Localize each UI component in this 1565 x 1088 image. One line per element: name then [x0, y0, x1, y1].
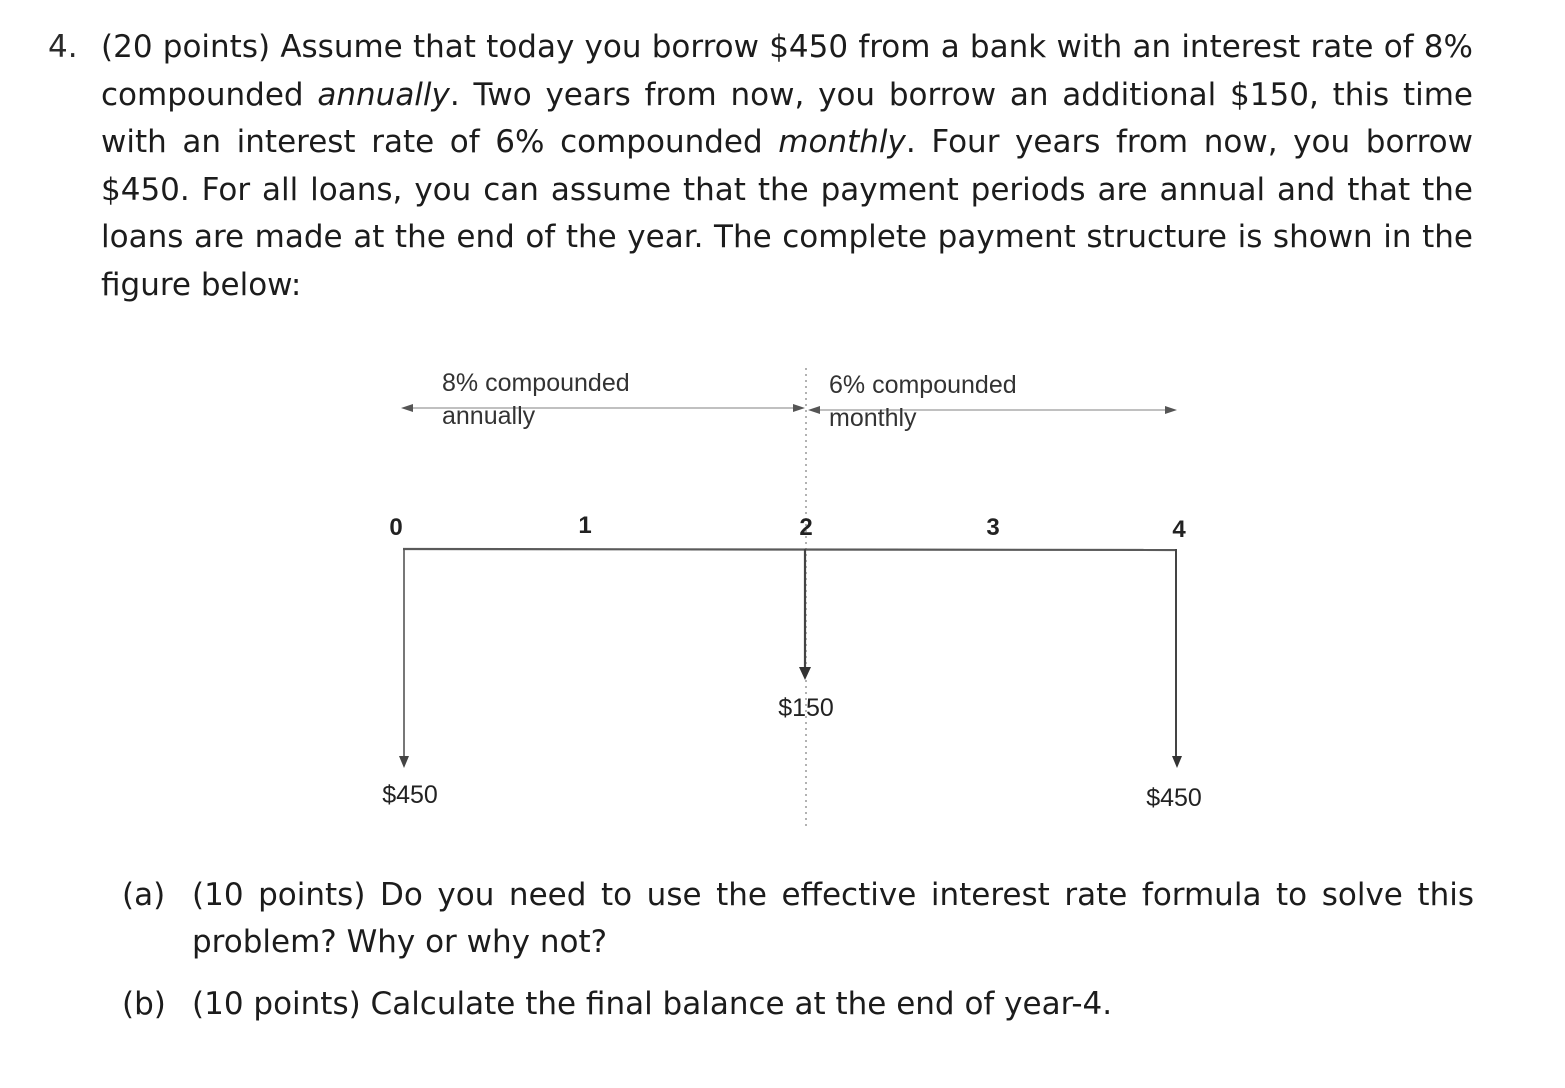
cash-flow-arrow-year4: [1172, 549, 1182, 768]
sub-question-b-label: (b): [122, 986, 166, 1022]
sub-question-a-text: (10 points) Do you need to use the effective interest rate formula to solve this problem? Why or why not?: [192, 877, 1474, 960]
tick-year-0: 0: [389, 514, 403, 541]
annual-span-left-arrowhead: [401, 404, 413, 412]
tick-year-4: 4: [1172, 516, 1186, 543]
sub-question-b-text: (10 points) Calculate the final balance at the end of year-4.: [192, 986, 1113, 1022]
cash-flow-arrow-year0: [399, 549, 409, 768]
sub-question-a-label: (a): [122, 877, 166, 913]
annual-compounding-label: annually: [442, 402, 536, 430]
cash-flow-arrowhead-year0: [399, 756, 409, 768]
monthly-compounding-label: monthly: [829, 404, 917, 432]
tick-year-2: 2: [799, 514, 813, 541]
problem-rest: . Four years from now, you borrow $450. For all loans, you can assume that the payment periods are annual and that the loans are made at the end of the year. The complete payment structure is shown in the figure below:: [101, 124, 1473, 303]
cash-flow-label-year0: $450: [382, 781, 438, 809]
sub-question-a: [122, 872, 1474, 966]
monthly-span-right-arrowhead: [1165, 406, 1177, 414]
cash-flow-label-year2: $150: [778, 694, 834, 722]
cash-flow-arrow-year2: [799, 549, 811, 680]
timeline-axis: [403, 549, 1176, 550]
problem-mid: . Two years from now, you borrow an additional $150, this time with an interest rate of 6% compounded: [101, 76, 1473, 160]
sub-question-b: [122, 981, 1474, 1028]
tick-year-1: 1: [578, 512, 592, 539]
problem-number: 4.: [48, 29, 78, 65]
annual-rate-label: 8% compounded: [442, 369, 630, 397]
emphasis-monthly: monthly: [778, 124, 906, 160]
monthly-rate-label: 6% compounded: [829, 371, 1017, 399]
cash-flow-label-year4: $450: [1146, 784, 1202, 812]
monthly-span-left-arrowhead: [808, 406, 820, 414]
cash-flow-arrowhead-year4: [1172, 756, 1182, 768]
annual-span-right-arrowhead: [793, 404, 805, 412]
sub-questions: [122, 872, 1474, 1028]
problem-intro: (20 points) Assume that today you borrow $450 from a bank with an interest rate of 8% compounded: [101, 29, 1473, 113]
tick-year-3: 3: [986, 514, 1000, 541]
emphasis-annually: annually: [317, 76, 450, 113]
cash-flow-arrowhead-year2: [799, 667, 811, 680]
